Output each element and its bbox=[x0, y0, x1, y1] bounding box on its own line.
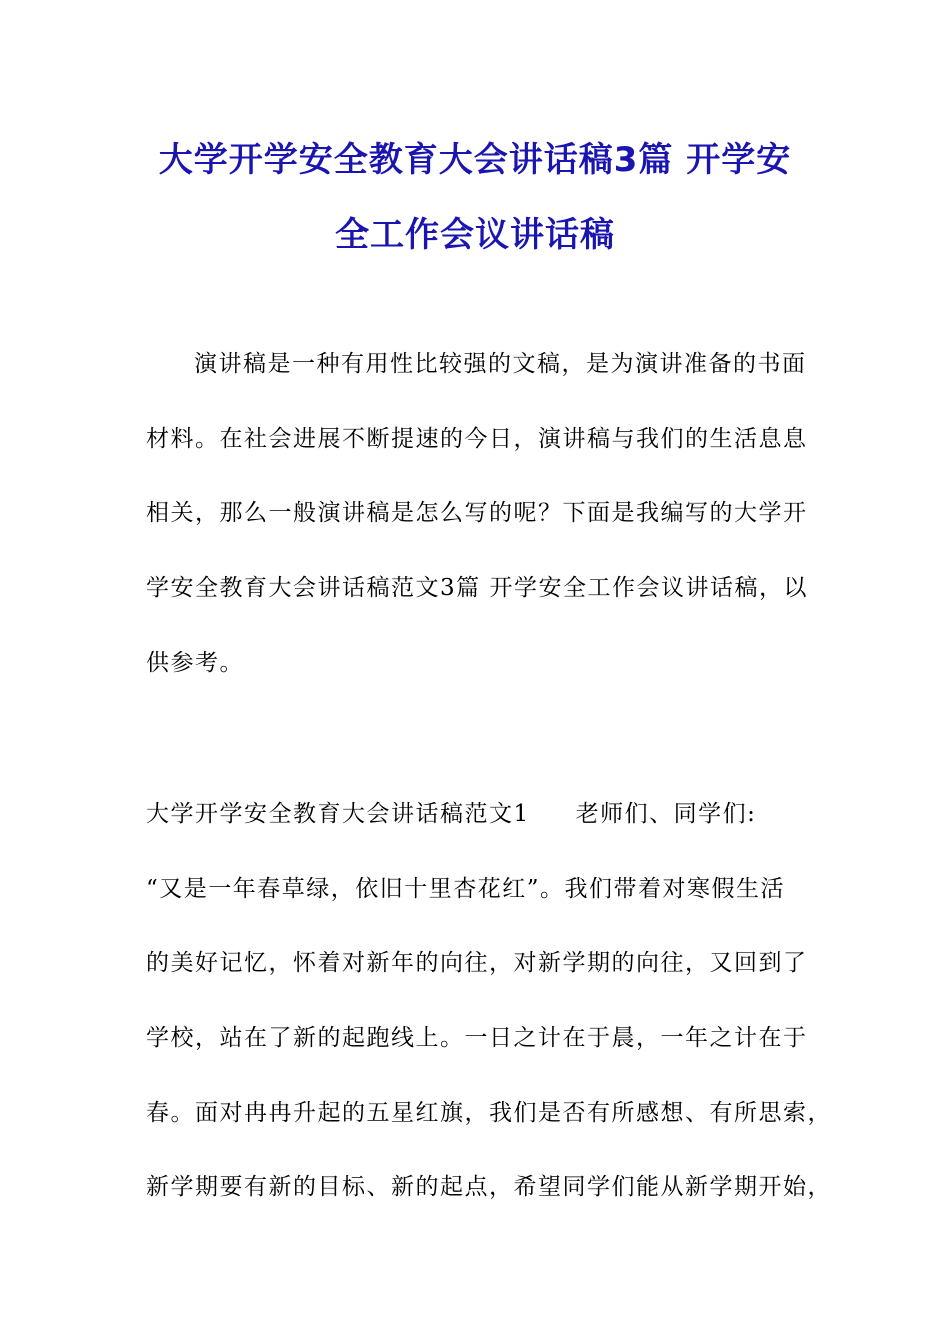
document-title-line-1: 大学开学安全教育大会讲话稿3篇 开学安 bbox=[158, 140, 792, 180]
intro-line-3: 相关，那么一般演讲稿是怎么写的呢？下面是我编写的大学开 bbox=[146, 500, 808, 526]
intro-line-2: 材料。在社会进展不断提速的今日，演讲稿与我们的生活息息 bbox=[146, 426, 808, 452]
body-line-3: 学校，站在了新的起跑线上。一日之计在于晨，一年之计在于 bbox=[146, 1025, 808, 1051]
body-line-2: 的美好记忆，怀着对新年的向往，对新学期的向往，又回到了 bbox=[146, 950, 808, 976]
intro-line-5: 供参考。 bbox=[146, 650, 244, 676]
salutation: 老师们、同学们: bbox=[575, 801, 757, 827]
body-line-1: “又是一年春草绿，依旧十里杏花红”。我们带着对寒假生活 bbox=[146, 876, 786, 902]
section-heading: 大学开学安全教育大会讲话稿范文1 bbox=[146, 801, 530, 827]
document-title-line-2: 全工作会议讲话稿 bbox=[335, 215, 615, 255]
body-line-4: 春。面对冉冉升起的五星红旗，我们是否有所感想、有所思索， bbox=[146, 1100, 832, 1126]
intro-line-1: 演讲稿是一种有用性比较强的文稿，是为演讲准备的书面 bbox=[194, 351, 807, 377]
intro-line-4: 学安全教育大会讲话稿范文3篇 开学安全工作会议讲话稿，以 bbox=[146, 575, 808, 601]
body-line-5: 新学期要有新的目标、新的起点，希望同学们能从新学期开始， bbox=[146, 1174, 832, 1200]
section-heading-line bbox=[146, 795, 756, 828]
